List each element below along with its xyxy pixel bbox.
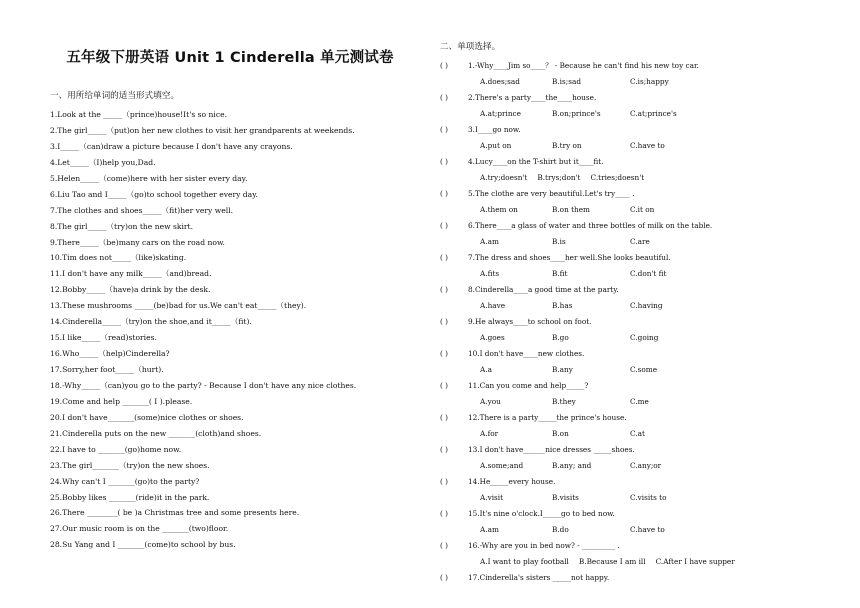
fill-in-item: 12.Bobby_____（have)a drink by the desk. — [50, 285, 211, 295]
option-b: B.on;prince's — [552, 109, 601, 118]
page-title: 五年级下册英语 Unit 1 Cinderella 单元测试卷 — [66, 50, 394, 66]
question-text: 1.-Why____Jim so____？ - Because he can't find his new toy car. — [468, 61, 699, 70]
option-b: B.fit — [552, 269, 568, 278]
question-line — [440, 378, 840, 394]
question-line — [440, 58, 840, 74]
option-b: B.on them — [552, 205, 590, 214]
fill-in-item: 7.The clothes and shoes_____（fit)her very well. — [50, 205, 234, 215]
answer-parentheses: ( ) — [440, 541, 449, 550]
option-b: B.try on — [552, 141, 582, 150]
option-b: B.has — [552, 301, 573, 310]
options-row — [440, 394, 840, 410]
fill-in-item: 22.I have to _______(go)home now. — [50, 444, 182, 454]
question-item — [440, 538, 840, 570]
multiple-choice-list — [440, 58, 840, 586]
question-line — [440, 282, 840, 298]
question-line — [440, 570, 840, 586]
option-c: C.some — [630, 365, 658, 374]
fill-in-item: 23.The girl_______（try)on the new shoes. — [50, 460, 210, 470]
fill-in-item: 15.I like_____（read)stories. — [50, 333, 157, 343]
option-a: A.a — [480, 365, 492, 374]
question-line — [440, 154, 840, 170]
option-a: A.am — [480, 525, 499, 534]
question-text: 10.I don't have____new clothes. — [468, 349, 585, 358]
answer-parentheses: ( ) — [440, 253, 449, 262]
question-item — [440, 250, 840, 282]
options-row — [440, 554, 840, 570]
option-c: C.at;prince's — [630, 109, 677, 118]
fill-in-item: 26.There ________( be )a Christmas tree and some presents here. — [50, 508, 300, 518]
options-row — [440, 522, 840, 538]
options-row — [440, 330, 840, 346]
options-row — [440, 426, 840, 442]
answer-parentheses: ( ) — [440, 509, 449, 518]
fill-in-item: 17.Sorry,her foot_____（hurt). — [50, 365, 164, 374]
fill-in-item: 21.Cinderella puts on the new _______(cloth)and shoes. — [50, 428, 262, 438]
options-row — [440, 298, 840, 314]
question-text: 13.I don't have______nice dresses _____shoes. — [468, 445, 635, 454]
option-c: C.is;happy — [630, 77, 669, 86]
question-text: 2.There's a party____the____house. — [468, 93, 597, 102]
section-2-heading: 二、单项选择。 — [440, 42, 501, 52]
option-b: B.is — [552, 237, 566, 246]
answer-parentheses: ( ) — [440, 157, 449, 166]
question-item — [440, 282, 840, 314]
answer-parentheses: ( ) — [440, 445, 449, 454]
option-b: B.Because I am ill — [578, 557, 646, 566]
option-c: C.me — [630, 397, 649, 406]
options-row — [440, 458, 840, 474]
option-a: A.at;prince — [480, 109, 521, 118]
question-item — [440, 314, 840, 346]
question-text: 16.-Why are you in bed now? - _________ . — [468, 541, 620, 550]
question-line — [440, 186, 840, 202]
answer-parentheses: ( ) — [440, 221, 449, 230]
question-item — [440, 58, 840, 90]
fill-in-item: 13.These mushrooms _____(be)bad for us.We can't eat_____（they). — [50, 301, 307, 311]
section-1-heading: 一、用所给单词的适当形式填空。 — [50, 91, 179, 101]
options-row — [440, 74, 840, 90]
left-column — [50, 40, 410, 553]
options-row — [440, 138, 840, 154]
option-a: A.does;sad — [480, 77, 520, 86]
question-text: 9.He always____to school on foot. — [468, 317, 592, 326]
question-item — [440, 570, 840, 586]
option-c: C.having — [630, 301, 663, 310]
option-c: C.After I have supper — [655, 557, 735, 566]
question-item — [440, 410, 840, 442]
answer-parentheses: ( ) — [440, 93, 449, 102]
option-a: A.you — [480, 397, 501, 406]
answer-parentheses: ( ) — [440, 285, 449, 294]
fill-in-item: 9.There_____（be)many cars on the road now. — [50, 237, 225, 247]
question-text: 14.He_____every house. — [468, 477, 556, 486]
option-c: C.don't fit — [630, 269, 667, 278]
options-row — [440, 202, 840, 218]
question-text: 5.The clothe are very beautiful.Let's try____ . — [468, 189, 635, 198]
option-b: B.trys;don't — [537, 173, 581, 182]
option-b: B.is;sad — [552, 77, 581, 86]
option-a: A.try;doesn't — [480, 173, 528, 182]
option-c: C.going — [630, 333, 659, 342]
answer-parentheses: ( ) — [440, 573, 449, 582]
option-a: A.some;and — [480, 461, 524, 470]
fill-in-item: 6.Liu Tao and I_____（go)to school together every day. — [50, 189, 258, 199]
question-text: 3.I____go now. — [468, 125, 521, 134]
option-a: A.visit — [480, 493, 504, 502]
fill-in-item: 1.Look at the _____（prince)house!It's so nice. — [50, 110, 227, 119]
answer-parentheses: ( ) — [440, 125, 449, 134]
option-b: B.visits — [552, 493, 579, 502]
answer-parentheses: ( ) — [440, 61, 449, 70]
question-line — [440, 218, 840, 234]
option-a: A.put on — [480, 141, 512, 150]
option-c: C.have to — [630, 525, 665, 534]
options-row — [440, 490, 840, 506]
options-row — [440, 170, 840, 186]
fill-in-item: 2.The girl_____（put)on her new clothes to visit her grandparents at weekends. — [50, 125, 355, 135]
question-item — [440, 442, 840, 474]
option-b: B.they — [552, 397, 576, 406]
answer-parentheses: ( ) — [440, 413, 449, 422]
fill-in-item: 8.The girl_____（try)on the new skirt. — [50, 221, 194, 231]
right-column — [440, 40, 840, 586]
fill-in-item: 24.Why can't I _______(go)to the party? — [50, 476, 200, 486]
question-line — [440, 314, 840, 330]
answer-parentheses: ( ) — [440, 189, 449, 198]
fill-in-item: 18.-Why_____（can)you go to the party? - Because I don't have any nice clothes. — [50, 380, 357, 390]
option-a: A.for — [480, 429, 499, 438]
fill-in-item: 28.Su Yang and I _______(come)to school by bus. — [50, 540, 236, 550]
question-line — [440, 346, 840, 362]
question-text: 15.It's nine o'clock.I_____go to bed now. — [468, 509, 615, 518]
question-text: 17.Cinderella's sisters _____not happy. — [468, 573, 610, 582]
question-line — [440, 122, 840, 138]
option-c: C.at — [630, 429, 645, 438]
answer-parentheses: ( ) — [440, 317, 449, 326]
options-row — [440, 106, 840, 122]
question-item — [440, 474, 840, 506]
option-a: A.I want to play football — [480, 557, 569, 566]
option-c: C.have to — [630, 141, 665, 150]
fill-in-item: 5.Helen_____（come)here with her sister every day. — [50, 173, 248, 183]
answer-parentheses: ( ) — [440, 381, 449, 390]
fill-in-list — [50, 107, 410, 553]
question-item — [440, 122, 840, 154]
option-a: A.them on — [480, 205, 518, 214]
option-b: B.any; and — [552, 461, 592, 470]
option-c: C.visits to — [630, 493, 667, 502]
option-c: C.it on — [630, 205, 655, 214]
option-b: B.go — [552, 333, 569, 342]
question-line — [440, 90, 840, 106]
question-text: 12.There is a party_____the prince's house. — [468, 413, 627, 422]
question-text: 8.Cinderella____a good time at the party. — [468, 285, 619, 294]
option-b: B.on — [552, 429, 569, 438]
question-line — [440, 250, 840, 266]
question-text: 6.There____a glass of water and three bottles of milk on the table. — [468, 221, 713, 230]
answer-parentheses: ( ) — [440, 477, 449, 486]
question-text: 7.The dress and shoes____her well.She looks beautiful. — [468, 253, 671, 262]
question-item — [440, 378, 840, 410]
fill-in-item: 16.Who_____（help)Cinderella? — [50, 349, 170, 359]
question-line — [440, 410, 840, 426]
fill-in-item: 10.Tim does not_____（like)skating. — [50, 253, 187, 263]
fill-in-item: 11.I don't have any milk_____（and)bread. — [50, 269, 212, 279]
question-text: 4.Lucy____on the T-shirt but it____fit. — [468, 157, 604, 166]
question-item — [440, 154, 840, 186]
question-line — [440, 506, 840, 522]
fill-in-item: 4.Let_____（I)help you,Dad. — [50, 157, 156, 167]
fill-in-item: 25.Bobby likes _______(ride)it in the park. — [50, 492, 210, 502]
question-line — [440, 474, 840, 490]
question-text: 11.Can you come and help_____? — [468, 381, 589, 390]
fill-in-item: 20.I don't have_______(some)nice clothes or shoes. — [50, 412, 244, 422]
question-item — [440, 506, 840, 538]
option-a: A.am — [480, 237, 499, 246]
question-line — [440, 538, 840, 554]
option-b: B.any — [552, 365, 573, 374]
fill-in-item: 27.Our music room is on the _______(two)floor. — [50, 524, 229, 534]
fill-in-item: 3.I_____（can)draw a picture because I don't have any crayons. — [50, 141, 293, 151]
question-item — [440, 90, 840, 122]
option-b: B.do — [552, 525, 569, 534]
option-c: C.tries;doesn't — [590, 173, 645, 182]
option-c: C.are — [630, 237, 650, 246]
option-a: A.goes — [480, 333, 505, 342]
answer-parentheses: ( ) — [440, 349, 449, 358]
question-item — [440, 218, 840, 250]
question-line — [440, 442, 840, 458]
fill-in-item: 14.Cinderella_____（try)on the shoe,and it_____（fit). — [50, 317, 252, 327]
option-c: C.any;or — [630, 461, 662, 470]
question-item — [440, 346, 840, 378]
option-a: A.have — [480, 301, 506, 310]
options-row — [440, 234, 840, 250]
options-row — [440, 266, 840, 282]
options-row — [440, 362, 840, 378]
fill-in-item: 19.Come and help _______( I ).please. — [50, 396, 193, 406]
option-a: A.fits — [480, 269, 500, 278]
question-item — [440, 186, 840, 218]
